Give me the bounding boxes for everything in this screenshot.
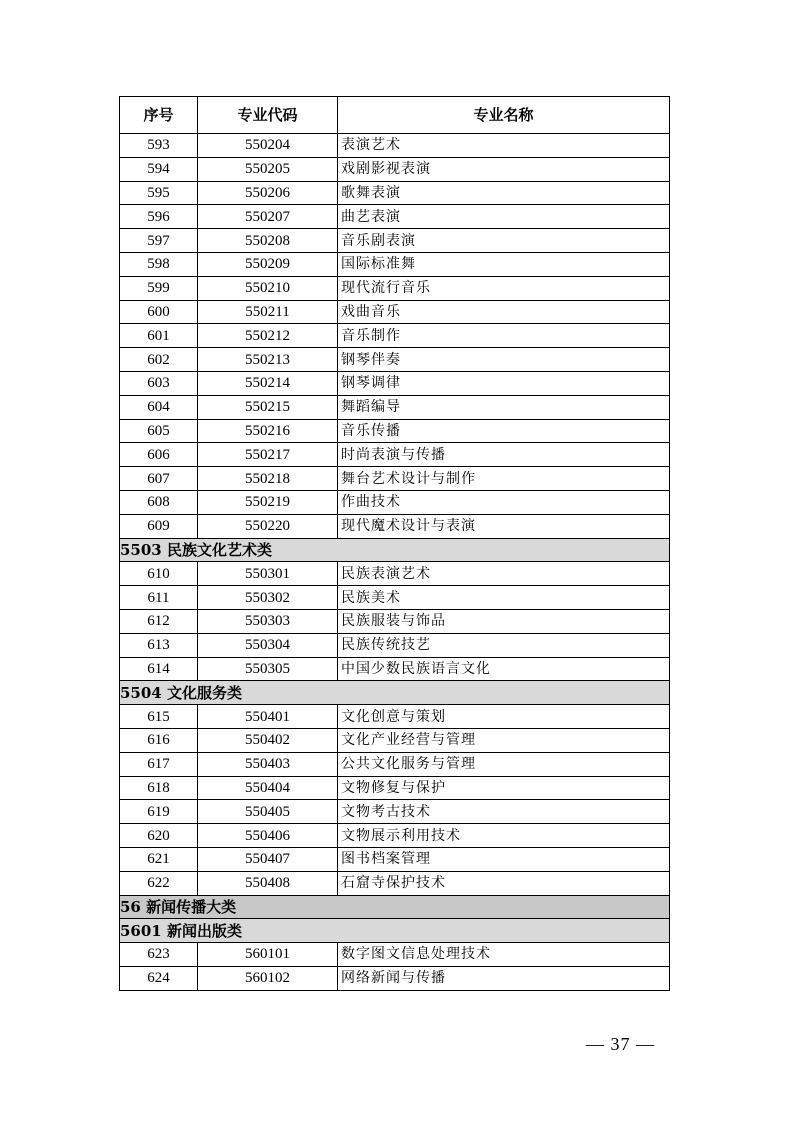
category-row <box>120 919 670 943</box>
cell-specialty-name: 民族美术 <box>338 586 670 610</box>
table-row <box>120 229 670 253</box>
cell-serial-number: 597 <box>120 229 198 253</box>
cell-specialty-name: 文物考古技术 <box>338 800 670 824</box>
table-row <box>120 847 670 871</box>
header-specialty-code: 专业代码 <box>198 97 338 134</box>
table-row <box>120 490 670 514</box>
cell-serial-number: 613 <box>120 633 198 657</box>
cell-specialty-name: 网络新闻与传播 <box>338 966 670 990</box>
cell-serial-number: 605 <box>120 419 198 443</box>
cell-specialty-name: 曲艺表演 <box>338 205 670 229</box>
cell-specialty-name: 歌舞表演 <box>338 181 670 205</box>
table-row <box>120 443 670 467</box>
cell-specialty-code: 550212 <box>198 324 338 348</box>
cell-serial-number: 602 <box>120 348 198 372</box>
table-row <box>120 633 670 657</box>
cell-serial-number: 612 <box>120 609 198 633</box>
cell-specialty-code: 550220 <box>198 514 338 538</box>
cell-specialty-name: 时尚表演与传播 <box>338 443 670 467</box>
cell-specialty-name: 钢琴调律 <box>338 371 670 395</box>
cell-serial-number: 609 <box>120 514 198 538</box>
cell-specialty-name: 公共文化服务与管理 <box>338 752 670 776</box>
cell-specialty-code: 550209 <box>198 252 338 276</box>
cell-serial-number: 608 <box>120 490 198 514</box>
cell-serial-number: 615 <box>120 705 198 729</box>
cell-specialty-code: 560101 <box>198 943 338 967</box>
cell-specialty-name: 民族服装与饰品 <box>338 609 670 633</box>
cell-serial-number: 611 <box>120 586 198 610</box>
cell-serial-number: 600 <box>120 300 198 324</box>
table-row <box>120 514 670 538</box>
cell-serial-number: 624 <box>120 966 198 990</box>
header-specialty-name: 专业名称 <box>338 97 670 134</box>
cell-specialty-code: 550402 <box>198 728 338 752</box>
cell-serial-number: 601 <box>120 324 198 348</box>
cell-specialty-name: 音乐制作 <box>338 324 670 348</box>
cell-specialty-name: 音乐剧表演 <box>338 229 670 253</box>
category-row <box>120 681 670 705</box>
cell-serial-number: 616 <box>120 728 198 752</box>
cell-serial-number: 620 <box>120 824 198 848</box>
cell-specialty-name: 表演艺术 <box>338 134 670 158</box>
cell-specialty-code: 550214 <box>198 371 338 395</box>
cell-specialty-name: 文物修复与保护 <box>338 776 670 800</box>
category-row <box>120 538 670 562</box>
table-row <box>120 276 670 300</box>
cell-serial-number: 610 <box>120 562 198 586</box>
cell-specialty-name: 图书档案管理 <box>338 847 670 871</box>
table-row <box>120 348 670 372</box>
cell-specialty-code: 550401 <box>198 705 338 729</box>
cell-specialty-code: 550303 <box>198 609 338 633</box>
category-title: 5504 文化服务类 <box>120 681 670 705</box>
cell-serial-number: 599 <box>120 276 198 300</box>
table-row <box>120 252 670 276</box>
table-row <box>120 800 670 824</box>
cell-specialty-code: 550407 <box>198 847 338 871</box>
cell-specialty-name: 钢琴伴奏 <box>338 348 670 372</box>
cell-specialty-name: 戏曲音乐 <box>338 300 670 324</box>
cell-serial-number: 621 <box>120 847 198 871</box>
cell-specialty-name: 戏剧影视表演 <box>338 157 670 181</box>
table-row <box>120 824 670 848</box>
cell-specialty-code: 550215 <box>198 395 338 419</box>
table-row <box>120 609 670 633</box>
cell-specialty-code: 550208 <box>198 229 338 253</box>
table-row <box>120 419 670 443</box>
table-row <box>120 300 670 324</box>
cell-specialty-code: 550408 <box>198 871 338 895</box>
cell-specialty-code: 550205 <box>198 157 338 181</box>
category-title: 5601 新闻出版类 <box>120 919 670 943</box>
page-number: — 37 — <box>586 1034 655 1054</box>
cell-specialty-code: 550305 <box>198 657 338 681</box>
cell-serial-number: 618 <box>120 776 198 800</box>
cell-specialty-name: 数字图文信息处理技术 <box>338 943 670 967</box>
cell-specialty-name: 现代流行音乐 <box>338 276 670 300</box>
cell-specialty-code: 560102 <box>198 966 338 990</box>
table-row <box>120 134 670 158</box>
cell-serial-number: 594 <box>120 157 198 181</box>
cell-specialty-name: 文化创意与策划 <box>338 705 670 729</box>
specialty-table <box>119 96 670 991</box>
cell-specialty-name: 石窟寺保护技术 <box>338 871 670 895</box>
cell-serial-number: 619 <box>120 800 198 824</box>
cell-serial-number: 603 <box>120 371 198 395</box>
cell-specialty-code: 550406 <box>198 824 338 848</box>
table-row <box>120 395 670 419</box>
table-row <box>120 728 670 752</box>
cell-specialty-name: 现代魔术设计与表演 <box>338 514 670 538</box>
cell-serial-number: 593 <box>120 134 198 158</box>
cell-specialty-name: 民族传统技艺 <box>338 633 670 657</box>
major-category-row <box>120 895 670 919</box>
cell-serial-number: 617 <box>120 752 198 776</box>
cell-serial-number: 604 <box>120 395 198 419</box>
cell-specialty-name: 作曲技术 <box>338 490 670 514</box>
table-row <box>120 205 670 229</box>
cell-serial-number: 598 <box>120 252 198 276</box>
cell-specialty-code: 550217 <box>198 443 338 467</box>
cell-specialty-code: 550304 <box>198 633 338 657</box>
cell-specialty-code: 550211 <box>198 300 338 324</box>
table-row <box>120 776 670 800</box>
major-category-title: 56 新闻传播大类 <box>120 895 670 919</box>
table-row <box>120 324 670 348</box>
cell-specialty-code: 550204 <box>198 134 338 158</box>
cell-specialty-name: 舞台艺术设计与制作 <box>338 467 670 491</box>
cell-specialty-code: 550404 <box>198 776 338 800</box>
cell-specialty-code: 550207 <box>198 205 338 229</box>
cell-specialty-name: 文物展示利用技术 <box>338 824 670 848</box>
cell-serial-number: 623 <box>120 943 198 967</box>
table-row <box>120 966 670 990</box>
table-row <box>120 371 670 395</box>
table-row <box>120 467 670 491</box>
cell-specialty-name: 舞蹈编导 <box>338 395 670 419</box>
table-row <box>120 586 670 610</box>
table-row <box>120 871 670 895</box>
table-header-row <box>120 97 670 134</box>
cell-specialty-code: 550302 <box>198 586 338 610</box>
cell-specialty-code: 550210 <box>198 276 338 300</box>
table-row <box>120 752 670 776</box>
cell-specialty-code: 550403 <box>198 752 338 776</box>
table-row <box>120 705 670 729</box>
cell-specialty-code: 550216 <box>198 419 338 443</box>
cell-serial-number: 622 <box>120 871 198 895</box>
cell-specialty-code: 550206 <box>198 181 338 205</box>
cell-specialty-name: 文化产业经营与管理 <box>338 728 670 752</box>
cell-specialty-name: 国际标准舞 <box>338 252 670 276</box>
cell-specialty-code: 550213 <box>198 348 338 372</box>
cell-serial-number: 595 <box>120 181 198 205</box>
table-row <box>120 157 670 181</box>
cell-serial-number: 607 <box>120 467 198 491</box>
header-serial-number: 序号 <box>120 97 198 134</box>
table-body <box>120 134 670 991</box>
cell-serial-number: 596 <box>120 205 198 229</box>
category-title: 5503 民族文化艺术类 <box>120 538 670 562</box>
table-row <box>120 562 670 586</box>
cell-specialty-code: 550219 <box>198 490 338 514</box>
cell-specialty-name: 民族表演艺术 <box>338 562 670 586</box>
cell-specialty-code: 550301 <box>198 562 338 586</box>
cell-serial-number: 614 <box>120 657 198 681</box>
table-row <box>120 181 670 205</box>
cell-specialty-name: 中国少数民族语言文化 <box>338 657 670 681</box>
cell-specialty-name: 音乐传播 <box>338 419 670 443</box>
cell-specialty-code: 550405 <box>198 800 338 824</box>
cell-specialty-code: 550218 <box>198 467 338 491</box>
table-row <box>120 943 670 967</box>
cell-serial-number: 606 <box>120 443 198 467</box>
table-row <box>120 657 670 681</box>
